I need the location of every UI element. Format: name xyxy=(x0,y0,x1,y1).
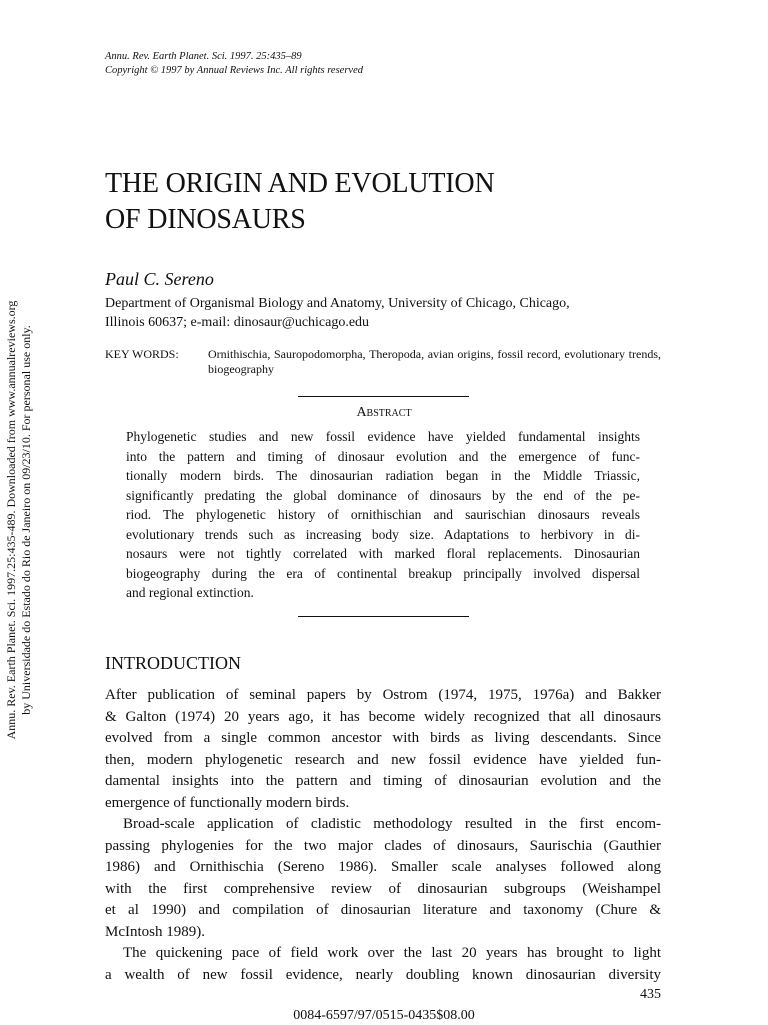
body-line: passing phylogenies for the two major clades of dinosaurs, Saurischia (Gauthier xyxy=(105,837,661,854)
copyright-line: Copyright © 1997 by Annual Reviews Inc. All rights reserved xyxy=(105,65,363,76)
body-line: damental insights into the pattern and timing of dinosaurian evolution and the xyxy=(105,773,661,789)
title-line: OF DINOSAURS xyxy=(105,204,306,235)
abstract-bottom-rule xyxy=(298,616,469,617)
article-title xyxy=(105,166,494,238)
body-line: evolved from a single common ancestor with birds as living descendants. Since xyxy=(105,730,661,746)
keywords-block xyxy=(105,347,661,377)
download-watermark-sidebar xyxy=(4,260,33,780)
body-line: & Galton (1974) 20 years ago, it has become widely recognized that all dinosaurs xyxy=(105,708,661,725)
introduction-heading: INTRODUCTION xyxy=(105,653,241,673)
journal-header xyxy=(105,50,363,78)
introduction-body xyxy=(105,685,661,986)
abstract-line: significantly predating the global dominance of dinosaurs by the end of the pe- xyxy=(126,487,640,503)
abstract-line: evolutionary trends such as increasing body size. Adaptations to herbivory in di- xyxy=(126,526,640,542)
abstract-line: riod. The phylogenetic history of ornithischian and saurischian dinosaurs reveals xyxy=(126,507,640,522)
sidebar-line: by Universidade do Estado do Rio de Janeiro on 09/23/10. For personal use only. xyxy=(18,325,33,715)
body-line: et al 1990) and compilation of dinosaurian literature and taxonomy (Chure & xyxy=(105,902,661,918)
abstract-line: Phylogenetic studies and new fossil evidence have yielded fundamental insights xyxy=(126,429,640,444)
author-affiliation xyxy=(105,294,661,332)
citation-line: Annu. Rev. Earth Planet. Sci. 1997. 25:435–89 xyxy=(105,51,302,62)
body-line: 1986) and Ornithischia (Sereno 1986). Smaller scale analyses followed along xyxy=(105,859,661,875)
affiliation-line: Department of Organismal Biology and Anatomy, University of Chicago, Chicago, xyxy=(105,296,570,311)
abstract-line: biogeography during the era of continental breakup principally involved dispersal xyxy=(126,565,640,581)
abstract-line: tionally modern birds. The dinosaurian radiation began in the Middle Triassic, xyxy=(126,468,640,483)
abstract-line: into the pattern and timing of dinosaur evolution and the emergence of func- xyxy=(126,448,640,464)
abstract-line: and regional extinction. xyxy=(126,585,254,600)
page-number: 435 xyxy=(640,987,661,1002)
abstract-line: nosaurs were not tightly correlated with marked floral replacements. Dinosaurian xyxy=(126,546,640,561)
abstract-heading: Abstract xyxy=(356,405,412,420)
body-line: McIntosh 1989). xyxy=(105,923,205,940)
title-line: THE ORIGIN AND EVOLUTION xyxy=(105,168,495,199)
keywords-list: Ornithischia, Sauropodomorpha, Theropoda, avian origins, fossil record, evolutionary trends, biogeography xyxy=(208,347,661,376)
author-name: Paul C. Sereno xyxy=(105,269,214,289)
body-line: then, modern phylogenetic research and new fossil evidence have yielded fun- xyxy=(105,751,661,768)
affiliation-line: Illinois 60637; e-mail: dinosaur@uchicago.edu xyxy=(105,315,370,330)
body-line: The quickening pace of field work over the last 20 years has brought to light xyxy=(123,945,661,961)
body-line: emergence of functionally modern birds. xyxy=(105,794,350,811)
keywords-label: KEY WORDS: xyxy=(105,347,179,361)
body-line: Broad-scale application of cladistic methodology resulted in the first encom- xyxy=(123,816,661,832)
abstract-top-rule xyxy=(298,396,469,397)
body-line: After publication of seminal papers by Ostrom (1974, 1975, 1976a) and Bakker xyxy=(105,687,661,703)
body-line: with the first comprehensive review of dinosaurian subgroups (Weishampel xyxy=(105,880,661,897)
body-line: a wealth of new fossil evidence, nearly doubling known dinosaurian diversity xyxy=(105,966,661,983)
abstract-body xyxy=(126,427,640,603)
sidebar-line: Annu. Rev. Earth Planet. Sci. 1997.25:435-489. Downloaded from www.annualreviews.org xyxy=(4,300,18,740)
footer-price-code: 0084-6597/97/0515-0435$08.00 xyxy=(293,1008,475,1023)
